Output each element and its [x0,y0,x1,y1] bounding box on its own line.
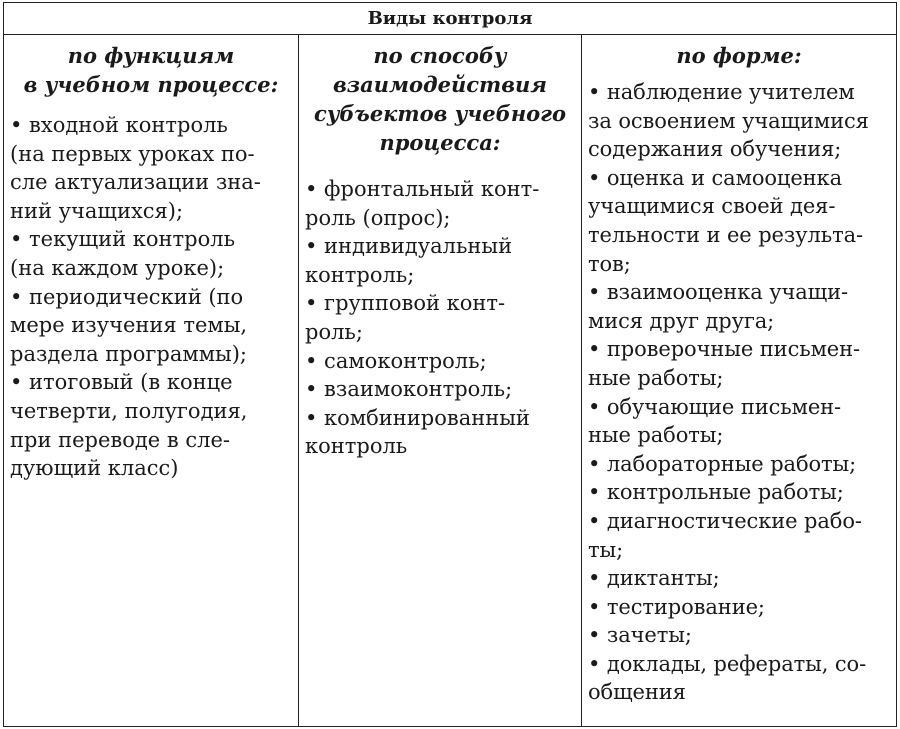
text-line: за освоением учащимися [588,108,869,133]
text-line: учащимися своей дея- [588,194,836,219]
text-line: сле актуализации зна- [10,170,261,195]
column-heading [4,35,298,99]
text-line: при переводе в сле- [10,427,231,452]
text-line: • взаимоконтроль; [305,377,513,402]
heading-line: взаимодействия [332,72,548,97]
text-line: (на первых уроках по- [10,141,255,166]
text-line: дующий класс) [10,456,179,481]
text-line: • оценка и самооценка [588,165,843,190]
text-line: • индивидуальный [305,234,513,259]
text-line: • тестирование; [588,594,765,619]
text-line: • периодический (по [10,284,244,309]
item-list [4,111,298,483]
text-line: • взаимооценка учащи- [588,280,849,305]
text-line: мере изучения темы, [10,313,248,338]
text-line: тельности и ее результа- [588,222,863,247]
heading-line: по форме: [676,43,802,68]
heading-line: по способу [373,43,507,68]
text-line: контроль; [305,262,415,287]
text-line: • итоговый (в конце [10,370,233,395]
text-line: ные работы; [588,365,724,390]
text-line: • входной контроль [10,113,228,137]
text-line: • проверочные письмен- [588,337,861,362]
text-line: • диагностические рабо- [588,508,862,533]
text-line: четверти, полугодия, [10,398,248,423]
heading-line: по функциям [67,43,235,68]
text-line: • доклады, рефераты, со- [588,651,867,676]
text-line: содержания обучения; [588,137,842,162]
text-line: • групповой конт- [305,291,506,316]
text-line: ний учащихся); [10,198,184,223]
text-line: контроль [305,434,408,459]
text-line: • контрольные работы; [588,480,844,505]
text-line: роль (опрос); [305,205,451,230]
column-by-function [4,35,299,726]
column-heading [582,35,896,70]
text-line: роль; [305,319,363,344]
text-line: • наблюдение учителем [588,80,855,104]
text-line: • диктанты; [588,566,720,591]
heading-line: в учебном процессе: [23,72,279,97]
column-heading [299,35,581,157]
heading-line: процесса: [379,130,501,155]
text-line: (на каждом уроке); [10,255,225,280]
text-line: мися друг друга; [588,308,775,333]
text-line: • обучающие письмен- [588,394,842,419]
item-list [299,175,581,461]
text-line: • самоконтроль; [305,348,487,373]
text-line: • комбинированный [305,405,530,430]
text-line: • лабораторные работы; [588,451,857,476]
column-by-form [582,35,896,726]
text-line: • фронтальный конт- [305,177,540,201]
heading-line: субъектов учебного [314,101,566,126]
item-list [582,78,896,707]
text-line: • зачеты; [588,623,692,648]
table-title: Виды контроля [4,3,896,35]
control-types-table [3,2,897,727]
text-line: ные работы; [588,423,724,448]
text-line: • текущий контроль [10,227,236,252]
text-line: общения [588,680,686,705]
column-by-interaction [299,35,582,726]
text-line: ты; [588,537,624,562]
text-line: тов; [588,251,631,276]
text-line: раздела программы); [10,341,248,366]
